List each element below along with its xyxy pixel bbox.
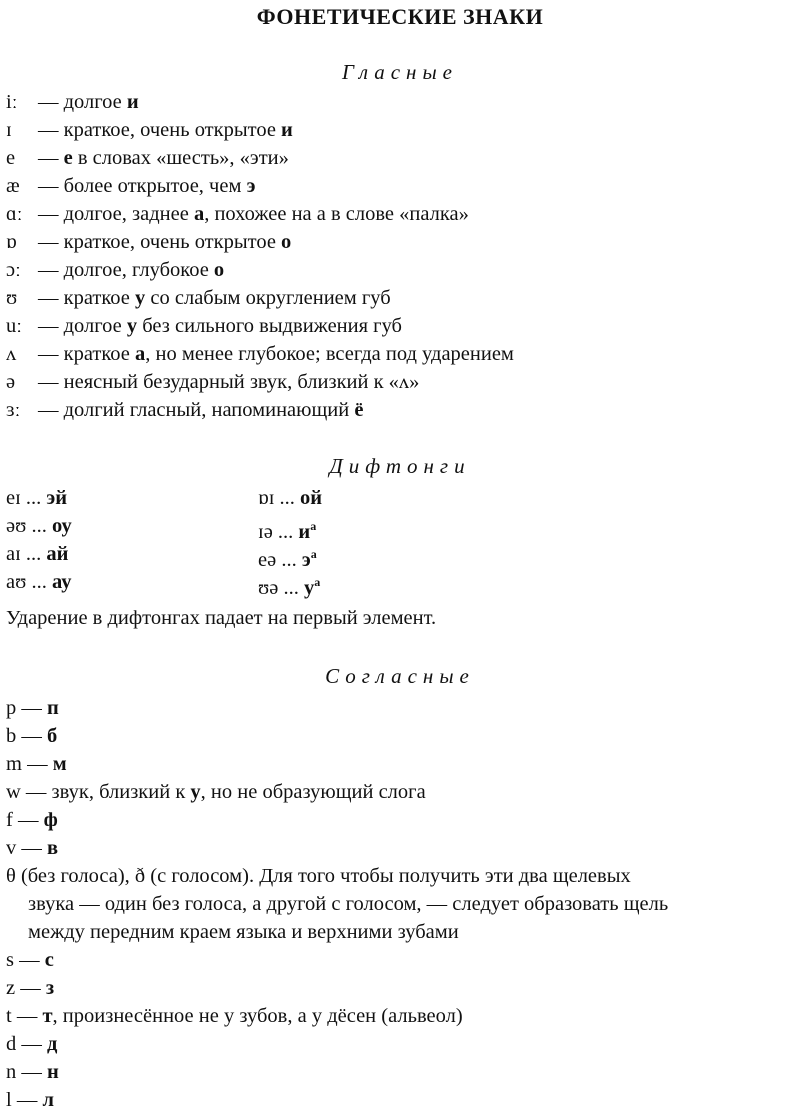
vowel-row xyxy=(6,116,293,144)
diphthong-ipa: ʊə ... xyxy=(258,577,304,599)
consonant-ipa: t — xyxy=(6,1005,43,1027)
diphthong-sup: а xyxy=(310,519,317,533)
diphthong-ru: ай xyxy=(46,543,69,565)
consonant-row xyxy=(6,1058,59,1086)
vowel-symbol: ɜː xyxy=(6,399,21,421)
consonant-letter: м xyxy=(52,753,67,775)
vowel-row xyxy=(6,172,255,200)
diphthong-row xyxy=(258,484,322,512)
consonant-row xyxy=(6,1086,54,1114)
theta-line-1: θ (без голоса), ð (с голосом). Для того чтобы получить эти два щелевых xyxy=(6,865,631,887)
vowel-letter: у xyxy=(126,315,138,337)
vowel-row xyxy=(6,312,402,340)
consonant-letter: ф xyxy=(43,809,58,831)
consonant-ipa: p — xyxy=(6,697,47,719)
consonant-row xyxy=(6,750,67,778)
vowel-desc: — краткое, очень открытое xyxy=(38,119,282,141)
consonants-heading: Согласные xyxy=(325,664,475,688)
vowel-row xyxy=(6,88,139,116)
vowel-symbol: ʊ xyxy=(6,287,18,309)
consonant-ipa: d — xyxy=(6,1033,47,1055)
vowel-desc-tail: , но менее глубокое; всегда под ударением xyxy=(145,343,514,365)
vowel-row xyxy=(6,368,419,396)
vowel-letter: ё xyxy=(354,399,364,421)
consonant-letter: с xyxy=(44,949,54,971)
vowel-letter: о xyxy=(213,259,225,281)
vowel-row xyxy=(6,228,291,256)
consonant-ipa: s — xyxy=(6,949,45,971)
vowel-row xyxy=(6,284,391,312)
vowel-letter: э xyxy=(246,175,256,197)
vowel-desc-tail: без сильного выдвижения губ xyxy=(137,315,402,337)
vowel-symbol: ə xyxy=(6,371,16,393)
consonant-desc: , но не образующий слога xyxy=(200,781,426,803)
diphthong-ru: у xyxy=(303,577,315,599)
vowel-row xyxy=(6,340,514,368)
page-title: ФОНЕТИЧЕСКИЕ ЗНАКИ xyxy=(256,4,544,29)
vowel-desc: — долгое, заднее xyxy=(38,203,194,225)
diphthong-ru: ау xyxy=(51,571,72,593)
vowel-letter: у xyxy=(135,287,146,309)
vowel-symbol: ɪ xyxy=(6,119,12,141)
consonant-letter: в xyxy=(47,837,59,859)
consonant-ipa: v — xyxy=(6,837,47,859)
diphthong-ipa: eɪ ... xyxy=(6,487,47,509)
diphthong-ipa: aʊ ... xyxy=(6,571,52,593)
consonant-ipa: l — xyxy=(6,1089,43,1111)
diphthong-row xyxy=(258,568,321,599)
diphthong-row xyxy=(6,512,72,540)
consonant-row xyxy=(6,806,58,834)
vowel-row xyxy=(6,144,289,172)
consonant-row xyxy=(6,946,54,974)
vowel-letter: о xyxy=(281,231,292,253)
vowel-symbol: uː xyxy=(6,315,22,337)
vowel-symbol: ɑː xyxy=(6,203,23,225)
diphthong-row xyxy=(258,512,317,543)
consonant-letter: л xyxy=(42,1089,54,1111)
consonant-desc: , произнесённое не у зубов, а у дёсен (альвеол) xyxy=(52,1005,463,1027)
consonant-ipa: f — xyxy=(6,809,44,831)
consonant-ipa: n — xyxy=(6,1061,47,1083)
vowel-desc: — краткое xyxy=(38,287,136,309)
consonant-row xyxy=(6,778,426,806)
consonant-row xyxy=(6,1002,463,1030)
consonant-letter: б xyxy=(47,725,58,747)
vowel-letter: а xyxy=(193,203,205,225)
consonant-row xyxy=(6,1030,57,1058)
consonant-ipa: w — звук, близкий к xyxy=(6,781,191,803)
theta-line-3: между передним краем языка и верхними зубами xyxy=(28,921,459,943)
vowel-desc: — краткое, очень открытое xyxy=(38,231,282,253)
diphthong-row xyxy=(258,540,317,571)
consonant-row xyxy=(6,834,58,862)
diphthong-ru: и xyxy=(298,521,311,543)
consonant-ipa: m — xyxy=(6,753,53,775)
vowel-letter: е xyxy=(63,147,73,169)
vowel-desc-tail: со слабым округлением губ xyxy=(145,287,391,309)
consonant-letter: з xyxy=(45,977,55,999)
vowel-symbol: e xyxy=(6,147,16,169)
vowel-letter: и xyxy=(281,119,293,141)
consonant-letter: т xyxy=(42,1005,53,1027)
vowel-desc: — краткое xyxy=(38,343,136,365)
vowel-letter: а xyxy=(135,343,146,365)
diphthong-sup: а xyxy=(314,575,321,589)
vowel-symbol: ʌ xyxy=(6,343,17,365)
diphthong-row xyxy=(6,568,71,596)
consonant-letter: п xyxy=(47,697,59,719)
diphthong-ipa: eə ... xyxy=(258,549,302,571)
diphthong-sup: а xyxy=(310,547,317,561)
consonant-ipa: b — xyxy=(6,725,47,747)
vowel-symbol: ɒ xyxy=(6,231,17,253)
vowel-desc: — более открытое, чем xyxy=(38,175,247,197)
vowel-desc: — xyxy=(38,147,64,169)
consonant-letter: у xyxy=(190,781,201,803)
diphthong-ipa: aɪ ... xyxy=(6,543,47,565)
consonant-letter: н xyxy=(47,1061,59,1083)
vowel-desc: — неясный безударный звук, близкий к «ʌ» xyxy=(38,371,420,393)
diphthong-ru: оу xyxy=(51,515,72,537)
vowel-symbol: ɔː xyxy=(6,259,21,281)
vowel-desc-tail: , похожее на а в слове «палка» xyxy=(204,203,469,225)
vowel-desc: — долгое xyxy=(38,315,127,337)
consonant-letter: д xyxy=(47,1033,58,1055)
diphthong-row xyxy=(6,540,68,568)
diphthong-row xyxy=(6,484,67,512)
diphthongs-heading: Дифтонги xyxy=(329,454,471,478)
vowel-row xyxy=(6,396,363,424)
vowel-desc-tail: в словах «шесть», «эти» xyxy=(72,147,289,169)
vowel-desc: — долгое, глубокое xyxy=(38,259,214,281)
theta-paragraph xyxy=(6,862,798,946)
vowel-symbol: æ xyxy=(6,175,20,197)
vowel-symbol: iː xyxy=(6,91,18,113)
vowel-row xyxy=(6,200,469,228)
theta-line-2: звука — один без голоса, а другой с голосом, — следует образовать щель xyxy=(28,893,669,915)
diphthong-ru: ой xyxy=(300,487,323,509)
vowel-desc: — долгий гласный, напоминающий xyxy=(38,399,355,421)
diphthong-ipa: ɒɪ ... xyxy=(258,487,301,509)
vowel-letter: и xyxy=(126,91,139,113)
consonant-ipa: z — xyxy=(6,977,46,999)
diphthong-ipa: ɪə ... xyxy=(258,521,299,543)
consonant-row xyxy=(6,722,57,750)
vowels-heading: Гласные xyxy=(341,60,459,84)
diphthongs-note: Ударение в дифтонгах падает на первый элемент. xyxy=(6,607,437,629)
vowel-desc: — долгое xyxy=(38,91,127,113)
consonant-row xyxy=(6,974,54,1002)
diphthong-ipa: əʊ ... xyxy=(6,515,52,537)
vowel-row xyxy=(6,256,224,284)
consonant-row xyxy=(6,694,59,722)
diphthong-ru: эй xyxy=(46,487,68,509)
diphthong-ru: э xyxy=(301,549,311,571)
